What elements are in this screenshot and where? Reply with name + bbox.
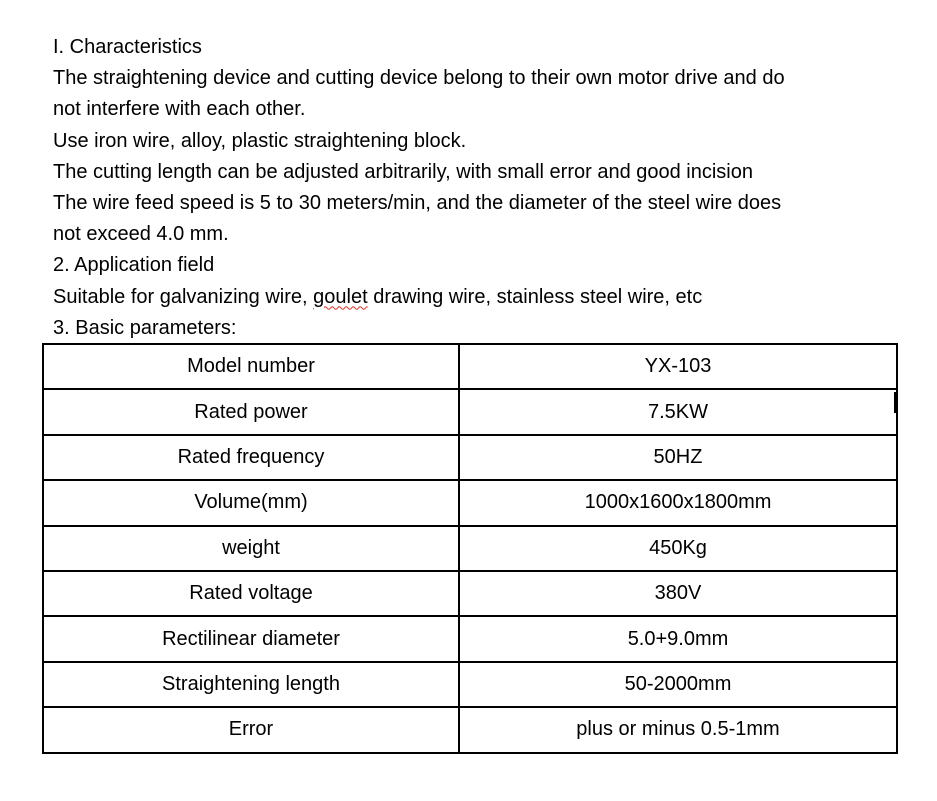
parameters-heading: 3. Basic parameters: (53, 316, 237, 339)
characteristics-heading: I. Characteristics (53, 36, 202, 58)
document-body (53, 32, 913, 344)
application-text-after: drawing wire, stainless steel wire, etc (367, 285, 703, 308)
param-value: 50-2000mm (459, 662, 897, 707)
table-row (43, 480, 897, 525)
param-label: Error (43, 707, 459, 752)
spellcheck-flagged-word[interactable]: goulet (313, 285, 368, 308)
parameters-table (42, 343, 898, 754)
table-row (43, 616, 897, 661)
application-heading: 2. Application field (53, 254, 215, 277)
characteristics-line-2: not interfere with each other. (53, 98, 306, 121)
characteristics-line-3: Use iron wire, alloy, plastic straightening block. (53, 129, 467, 152)
param-label: Rated frequency (43, 435, 459, 480)
param-value: 7.5KW (459, 389, 897, 434)
table-row (43, 571, 897, 616)
param-label: Rated voltage (43, 571, 459, 616)
param-label: Volume(mm) (43, 480, 459, 525)
param-label: Rated power (43, 389, 459, 434)
param-label: Straightening length (43, 662, 459, 707)
characteristics-line-6: not exceed 4.0 mm. (53, 223, 229, 246)
param-label: weight (43, 526, 459, 571)
table-row (43, 435, 897, 480)
table-row (43, 389, 897, 434)
param-value: 380V (459, 571, 897, 616)
param-value: YX-103 (459, 344, 897, 389)
table-edge-mark (894, 392, 897, 413)
param-label: Model number (43, 344, 459, 389)
table-row (43, 707, 897, 752)
table-row (43, 662, 897, 707)
table-row (43, 344, 897, 389)
characteristics-line-4: The cutting length can be adjusted arbitrarily, with small error and good incision (53, 160, 753, 183)
param-value: 50HZ (459, 435, 897, 480)
param-label: Rectilinear diameter (43, 616, 459, 661)
application-text (53, 282, 913, 313)
application-text-before: Suitable for galvanizing wire, (53, 285, 314, 308)
characteristics-line-5: The wire feed speed is 5 to 30 meters/min, and the diameter of the steel wire does (53, 191, 782, 214)
param-value: 5.0+9.0mm (459, 616, 897, 661)
characteristics-line-1: The straightening device and cutting device belong to their own motor drive and do (53, 67, 785, 90)
param-value: plus or minus 0.5-1mm (459, 707, 897, 752)
table-row (43, 526, 897, 571)
param-value: 450Kg (459, 526, 897, 571)
param-value: 1000x1600x1800mm (459, 480, 897, 525)
